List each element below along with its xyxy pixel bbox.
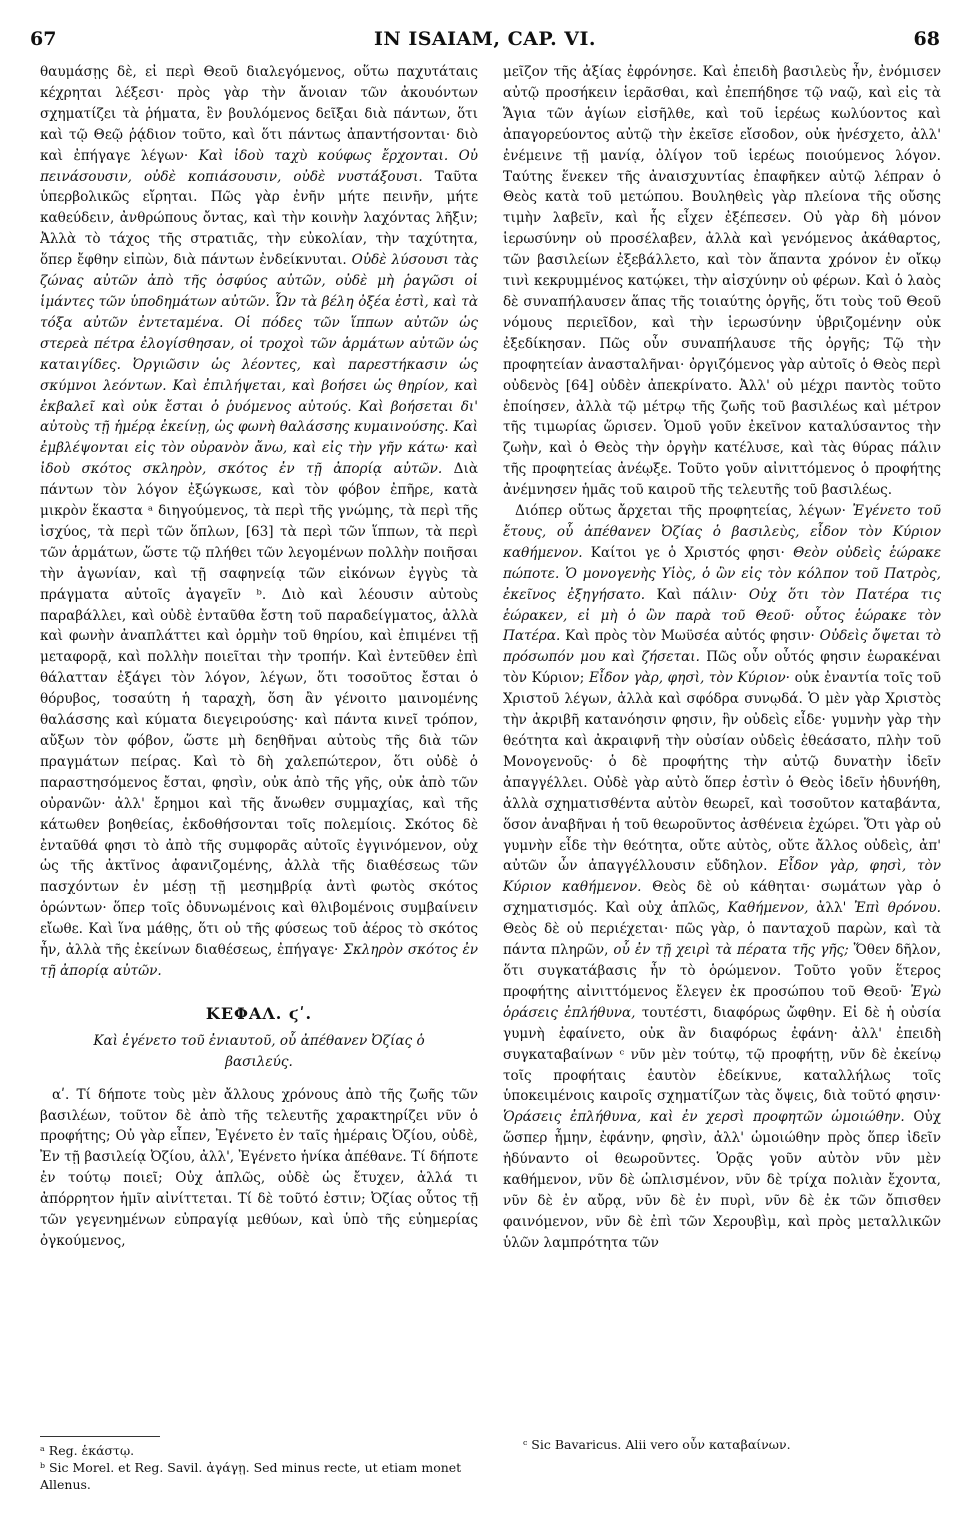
right-text-7: οὐκ ἐναντία τοῖς τοῦ Χριστοῦ λέγων, ἀλλὰ καὶ σφόδρα συνῳδά. Ὁ μὲν γὰρ Χριστὸς τὴν ἀκριβῆ κατανόησιν φησιν, ἣν οὐδεὶς εἶδε· γυμνὴν γὰρ τὴν θεότητα καὶ ἀκραιφνῆ τὴν οὐσίαν οὐδεὶς ἐθεάσατο, πλὴν τοῦ Μονογενοῦς· ὁ δὲ προφήτης τὴν αὐτῷ δυνατὴν ἰδεῖν ἀπαγγέλλει. Οὐδὲ γὰρ αὐτὸ ὅπερ ἐστὶν ὁ Θεὸς ἰδεῖν ἠδυνήθη, ἀλλὰ σχηματισθέντα αὐτὸν θεωρεῖ, καὶ τοσοῦτον καταβάντα, ὅσον ἀναβῆναι ἡ τοῦ θεωροῦντος ἀσθένεια ἐχώρει. Ὅτι γὰρ οὐ γυμνὴν εἶδε τὴν θεότητα, οὔτε αὐτὸς, οὔτε ἄλλος οὐδεὶς, ἀπ' αὐτῶν ὧν ἀπαγγέλλουσιν εὔδηλον. bbox=[503, 670, 942, 875]
footnote-c: ᶜ Sic Bavaricus. Alii vero οὖν καταβαίνων. bbox=[523, 1437, 791, 1452]
footnotes-left bbox=[40, 1436, 478, 1493]
left-quote-3: Σκληρὸν σκότος ἐν τῇ ἀπορίᾳ αὐτῶν. bbox=[40, 942, 478, 979]
footnotes-right bbox=[503, 1436, 941, 1453]
right-quote-4: Οὐδεὶς ὄψεται τὸ πρόσωπόν μου καὶ ζήσεται. bbox=[503, 628, 941, 666]
right-quote-11: Ὁράσεις ἐπλήθυνα, καὶ ἐν χερσὶ προφητῶν ὡμοιώθην. bbox=[503, 1109, 905, 1126]
right-paragraph-2 bbox=[503, 501, 941, 1254]
right-quote-6: Εἶδον γὰρ, φησὶ, τὸν Κύριον καθήμενον. bbox=[503, 858, 941, 896]
footnote-rule bbox=[40, 1436, 160, 1437]
right-text-3: Καίτοι γε ὁ Χριστός φησι· bbox=[590, 544, 785, 561]
right-quote-9: οὗ ἐν τῇ χειρὶ τὰ πέρατα τῆς γῆς; bbox=[613, 942, 849, 959]
right-quote-7: Καθήμενον, bbox=[727, 900, 809, 917]
footnote-b: ᵇ Sic Morel. et Reg. Savil. ἀγάγῃ. Sed minus recte, ut etiam monet Allenus. bbox=[40, 1460, 462, 1492]
right-column bbox=[503, 62, 941, 1254]
right-text-2: Διόπερ οὕτως ἄρχεται τῆς προφητείας, λέγων· bbox=[515, 503, 846, 520]
right-quote-3: Οὐχ ὅτι τὸν Πατέρα τις ἑώρακεν, εἰ μὴ ὁ ὢν παρὰ τοῦ Θεοῦ· οὗτος ἑώρακε τὸν Πατέρα. bbox=[503, 586, 941, 645]
page-number-left: 67 bbox=[30, 28, 57, 50]
right-paragraph-1: μεῖζον τῆς ἀξίας ἐφρόνησε. Καὶ ἐπειδὴ βασιλεὺς ἦν, ἐνόμισεν αὐτῷ προσήκειν ἱερᾶσθαι, καὶ ἐπεπήδησε τῷ ναῷ, καὶ εἰς τὰ Ἅγια τῶν ἁγίων εἰσῆλθε, καὶ τοῦ ἱερέως κωλύοντος καὶ ἀπαγορεύοντος αὐτῷ τὴν ἐκεῖσε εἴσοδον, οὐκ ἠνέσχετο, ἀλλ' ἐνέμεινε τῇ μανίᾳ, ὀλίγον τοῦ ἱερέως ποιούμενος λόγον. Ταύτης ἕνεκεν τῆς ἀναισχυντίας ἐπαφῆκεν αὐτῷ λέπραν ὁ Θεὸς κατὰ τοῦ μετώπου. Βουληθεὶς γὰρ πλείονα τῆς οὔσης τιμὴν λαβεῖν, καὶ ἧς εἶχεν ἐξέπεσεν. Οὐ γὰρ δὴ μόνον ἱερωσύνην οὐ προσέλαβεν, ἀλλὰ καὶ γενόμενος ἀκάθαρτος, τῶν βασιλείων ἐξεβάλλετο, καὶ τὸν ἅπαντα χρόνον ἐν οἴκῳ τινὶ κεκρυμμένος κατῴκει, τὴν αἰσχύνην οὐ φέρων. Καὶ ὁ λαὸς δὲ συναπήλαυσεν ἅπας τῆς τοιαύτης ὀργῆς, ὅτι τοὺς τοῦ Θεοῦ νόμους περιεῖδον, καὶ τὴν ἱερωσύνην ὑβριζομένην οὐκ ἐξεδίκησαν. Πῶς οὖν συναπήλαυσε τῆς ὀργῆς; Τῷ τὴν προφητείαν ἀνασταλῆναι· ὀργιζόμενος γὰρ αὐτοῖς ὁ Θεὸς περὶ οὐδενὸς [64] οὐδὲν ἀπεκρίνατο. Ἀλλ' οὐ μέχρι παντὸς τοῦτο ἐποίησεν, ἀλλὰ τῷ μέτρῳ τῆς ζωῆς τοῦ βασιλέως καὶ μέτρον τῆς τιμωρίας ὥρισεν. Ὁμοῦ γοῦν ἐκεῖνον καταλύσαντος τὴν ζωὴν, καὶ ὁ Θεὸς τὴν ὀργὴν κατέλυσε, καὶ τὰς θύρας πάλιν τῆς προφητείας ἀνέῳξε. Τοῦτο γοῦν αἰνιττόμενος ὁ προφήτης ἀνέμνησεν ἡμᾶς τοῦ καιροῦ τῆς τελευτῆς τοῦ βασιλέως. bbox=[503, 64, 941, 499]
right-text-8: Θεὸς δὲ οὐ κάθηται· σωμάτων γὰρ ὁ σχηματισμός. Καὶ οὐχ ἁπλῶς, bbox=[503, 879, 941, 917]
right-text-13: Οὐχ ὥσπερ ἦμην, ἐφάνην, φησὶν, ἀλλ' ὡμοιώθην πρὸς ὅπερ ἰδεῖν ἠδύναντο οἱ θεωροῦντες. Ὁρᾷς γοῦν αὐτὸν νῦν μὲν καθήμενον, νῦν δὲ ὡπλισμένον, νῦν δὲ τρίχα πολιὰν ἔχοντα, νῦν δὲ ἐν αὔρᾳ, νῦν δὲ ἐν πυρὶ, νῦν δὲ ἐκ τῶν ὄπισθεν φαινόμενον, νῦν δὲ ἐπὶ τῶν Χερουβὶμ, καὶ πρὸς μεταλλικῶν ὑλῶν λαμπρότητα τῶν bbox=[503, 1109, 941, 1251]
left-text-3: Διὰ πάντων τὸν λόγον ἐξώγκωσε, καὶ τὸν φόβον ἐπῆρε, κατὰ μικρὸν ἕκαστα ᵃ διηγούμενος, τὰ περὶ τῆς γνώμης, τὰ περὶ τῆς ἰσχύος, τὰ περὶ τῶν ὅπλων, [63] τὰ περὶ τῶν ἵππων, τὰ περὶ τῶν ἁρμάτων, ὥστε τῷ πλήθει τῶν λεγομένων πολλὴν ποιῆσαι τὴν ἀγωνίαν, καὶ τῇ σαφηνείᾳ τῶν εἰκόνων ἐγγὺς τὰ πράγματα αὐτοῖς ἀγαγεῖν ᵇ. Διὸ καὶ λέουσιν αὐτοὺς παραβάλλει, καὶ οὐδὲ ἐνταῦθα ἔστη τοῦ παραδείγματος, ἀλλὰ καὶ φωνὴν ἀναπλάττει καὶ ὁρμὴν τοῦ θηρίου, καὶ ἐπιμένει τῇ μεταφορᾷ, καὶ πολλὴν ποιεῖται τὴν τροπήν. Καὶ ἐντεῦθεν ἐπὶ θάλατταν ἐξάγει τὸν λόγον, λέγων, ὅτι τοσοῦτος ἔσται ὁ θόρυβος, τοσαύτη ἡ ταραχὴ, ὅση ἂν γένοιτο μαινομένης θαλάσσης καὶ κύματα διεγειρούσης· καὶ πάντα κινεῖ τρόπον, αὔξων τὸν φόβον, ὥστε μὴ δεηθῆναι αὐτοὺς τῆς διὰ τῶν πραγμάτων πείρας. Καὶ τὸ δὴ χαλεπώτερον, ὅτι οὐδὲ ὁ παραστησόμενος ἔσται, φησὶν, οὐκ ἀπὸ τῆς γῆς, οὐκ ἀπὸ τῶν οὐρανῶν· ἀλλ' ἔρημοι καὶ τῆς ἄνωθεν συμμαχίας, καὶ τῆς κάτωθεν βοηθείας, ἐκδοθήσονται τοῖς πολεμίοις. Σκότος δὲ ἐνταῦθά φησι τὸ ἀπὸ τῆς συμφορᾶς αὐτοῖς ἐγγινόμενον, οὐχ ὡς τῆς ἀκτῖνος ἀφανιζομένης, ἀλλὰ τῆς διαθέσεως τῶν πασχόντων ἐν μέσῃ τῇ μεσημβρίᾳ ἀντὶ φωτὸς σκότος ὁρώντων· ὅπερ τοῖς ὀδυνωμένοις καὶ θλιβομένοις συμβαίνειν εἴωθε. Καὶ ἵνα μάθῃς, ὅτι οὐ τῆς φύσεως τοῦ ἀέρος τὸ σκότος ἦν, ἀλλὰ τῆς ἐκείνων διαθέσεως, ἐπήγαγε· bbox=[40, 461, 478, 959]
right-quote-2: Θεὸν οὐδεὶς ἑώρακε πώποτε. Ὁ μονογενὴς Υἱὸς, ὁ ὢν εἰς τὸν κόλπον τοῦ Πατρὸς, ἐκεῖνος ἐξηγήσατο. bbox=[503, 544, 941, 603]
page-number-right: 68 bbox=[913, 28, 940, 50]
left-section-1: αʹ. Τί δήποτε τοὺς μὲν ἄλλους χρόνους ἀπὸ τῆς ζωῆς τῶν βασιλέων, τοῦτον δὲ ἀπὸ τῆς τελευτῆς χαρακτηρίζει νῦν ὁ προφήτης; Οὐ γὰρ εἶπεν, Ἐγένετο ἐν ταῖς ἡμέραις Ὀζίου, οὐδὲ, Ἐν τῇ βασιλείᾳ Ὀζίου, ἀλλ', Ἐγένετο ἡνίκα ἀπέθανε. Τί δήποτε ἐν τούτῳ ποιεῖ; Οὐχ ἁπλῶς, οὐδὲ ὡς ἔτυχεν, ἀλλά τι ἀπόρρητον ἡμῖν αἰνίττεται. Τί δὲ τοῦτό ἐστιν; Ὀζίας οὗτος τῇ τῶν γεγενημένων εὐπραγίᾳ μεθύων, καὶ ὑπὸ τῆς εὐημερίας ὀγκούμενος, bbox=[40, 1086, 478, 1249]
right-quote-8: Ἐπὶ θρόνου. bbox=[854, 900, 941, 917]
chapter-subtitle: Καὶ ἐγένετο τοῦ ἐνιαυτοῦ, οὗ ἀπέθανεν Ὀζίας ὁ βασιλεύς. bbox=[93, 1032, 425, 1070]
right-quote-5: Εἶδον γὰρ, φησὶ, τὸν Κύριον· bbox=[588, 670, 790, 687]
footnote-a: ᵃ Reg. ἑκάστῳ. bbox=[40, 1443, 135, 1458]
right-quote-1: Ἐγένετο τοῦ ἔτους, οὗ ἀπέθανεν Ὀζίας ὁ βασιλεὺς, εἶδον τὸν Κύριον καθήμενον. bbox=[503, 503, 942, 561]
right-quote-10: Ἐγὼ ὁράσεις ἐπλήθυνα, bbox=[503, 983, 941, 1021]
right-text-9: ἀλλ' bbox=[816, 900, 847, 917]
right-text-12: τουτέστι, διαφόρως ὤφθην. Εἰ δὲ ἡ οὐσία γυμνὴ ἐφαίνετο, οὐκ ἂν διαφόρως ἐφάνη· ἀλλ' ἐπειδὴ συγκαταβαίνων ᶜ νῦν μὲν τούτῳ, τῷ προφήτῃ, νῦν δὲ ἐκείνῳ τοῖς προφήταις ἑαυτὸν ἐδείκνυε, καταλλήλως τοῖς ὑποκειμένοις καιροῖς σχηματίζων τὰς ὄψεις, διὰ τοῦτό φησιν· bbox=[503, 1004, 941, 1105]
left-paragraph-1 bbox=[40, 62, 478, 982]
running-title: IN ISAIAM, CAP. VI. bbox=[373, 28, 597, 50]
right-text-5: Καὶ πρὸς τὸν Μωϋσέα αὐτός φησιν· bbox=[565, 628, 815, 645]
left-column bbox=[40, 62, 478, 1252]
right-text-11: Ὅθεν δῆλον, ὅτι συγκατάβασις ἦν τὸ ὁρώμενον. Τοῦτο γοῦν ἕτερος προφήτης αἰνιττόμενος ἔλεγεν ἐκ προσώπου τοῦ Θεοῦ· bbox=[503, 942, 941, 1000]
running-header bbox=[30, 28, 940, 56]
left-text-1: θαυμάσῃς δὲ, εἰ περὶ Θεοῦ διαλεγόμενος, οὕτω παχυτάταις κέχρηται λέξεσι· πρὸς γὰρ τὴν ἄνοιαν τῶν ἀκουόντων σχηματίζει τὰ ῥήματα, ἓν βουλόμενος δεῖξαι διὰ πάντων, ὅτι καὶ τῷ Θεῷ ῥᾴδιον τοῦτο, καὶ ὅτι πάντως ἀπαντήσονται· διὸ καὶ ἐπήγαγε λέγων· bbox=[40, 64, 478, 164]
chapter-heading: ΚΕΦΑΛ. ϛʹ. bbox=[205, 1003, 313, 1023]
right-text-4: Καὶ πάλιν· bbox=[656, 586, 738, 603]
right-text-6: Πῶς οὖν οὗτός φησιν ἑωρακέναι τὸν Κύριον; bbox=[503, 649, 942, 687]
left-quote-2: Οὐδὲ λύσουσι τὰς ζώνας αὐτῶν ἀπὸ τῆς ὀσφύος αὐτῶν, οὐδὲ μὴ ῥαγῶσι οἱ ἱμάντες τῶν ὑποδημάτων αὐτῶν. Ὧν τὰ βέλη ὀξέα ἐστὶ, καὶ τὰ τόξα αὐτῶν ἐντεταμένα. Οἱ πόδες τῶν ἵππων αὐτῶν ὡς στερεὰ πέτρα ἐλογίσθησαν, οἱ τροχοὶ τῶν ἁρμάτων αὐτῶν ὡς καταιγίδες. Ὀργιῶσιν ὡς λέοντες, καὶ παρεστήκασιν ὡς σκύμνοι λεόντων. Καὶ ἐπιλήψεται, καὶ βοήσει ὡς θηρίον, καὶ ἐκβαλεῖ καὶ οὐκ ἔσται ὁ ῥυόμενος αὐτούς. Καὶ βοήσεται δι' αὐτοὺς τῇ ἡμέρᾳ ἐκείνῃ, ὡς φωνὴ θαλάσσης κυμαινούσης. Καὶ ἐμβλέψονται εἰς τὸν οὐρανὸν ἄνω, καὶ εἰς τὴν γῆν κάτω· καὶ ἰδοὺ σκότος σκληρὸν, σκότος ἐν τῇ ἀπορίᾳ αὐτῶν. bbox=[40, 252, 478, 478]
right-text-10: Θεὸς δὲ οὐ περιέχεται· πῶς γὰρ, ὁ πανταχοῦ παρὼν, καὶ τὰ πάντα πληρῶν, bbox=[503, 921, 941, 959]
left-quote-1: Καὶ ἰδοὺ ταχὺ κούφως ἔρχονται. Οὐ πεινάσουσιν, οὐδὲ κοπιάσουσιν, οὐδὲ νυστάξουσι. bbox=[40, 147, 478, 185]
left-text-2: Ταῦτα ὑπερβολικῶς εἴρηται. Πῶς γὰρ ἐνῆν μήτε πεινῆν, μήτε καθεύδειν, ἀνθρώπους ὄντας, καὶ τὴν κοινὴν λαχόντας λῆξιν; Ἀλλὰ τὸ τάχος τῆς στρατιᾶς, τὴν εὐκολίαν, τὴν ταχύτητα, ὅπερ ἔφθην εἰπὼν, διὰ πάντων ἐνδείκνυται. bbox=[40, 168, 478, 269]
